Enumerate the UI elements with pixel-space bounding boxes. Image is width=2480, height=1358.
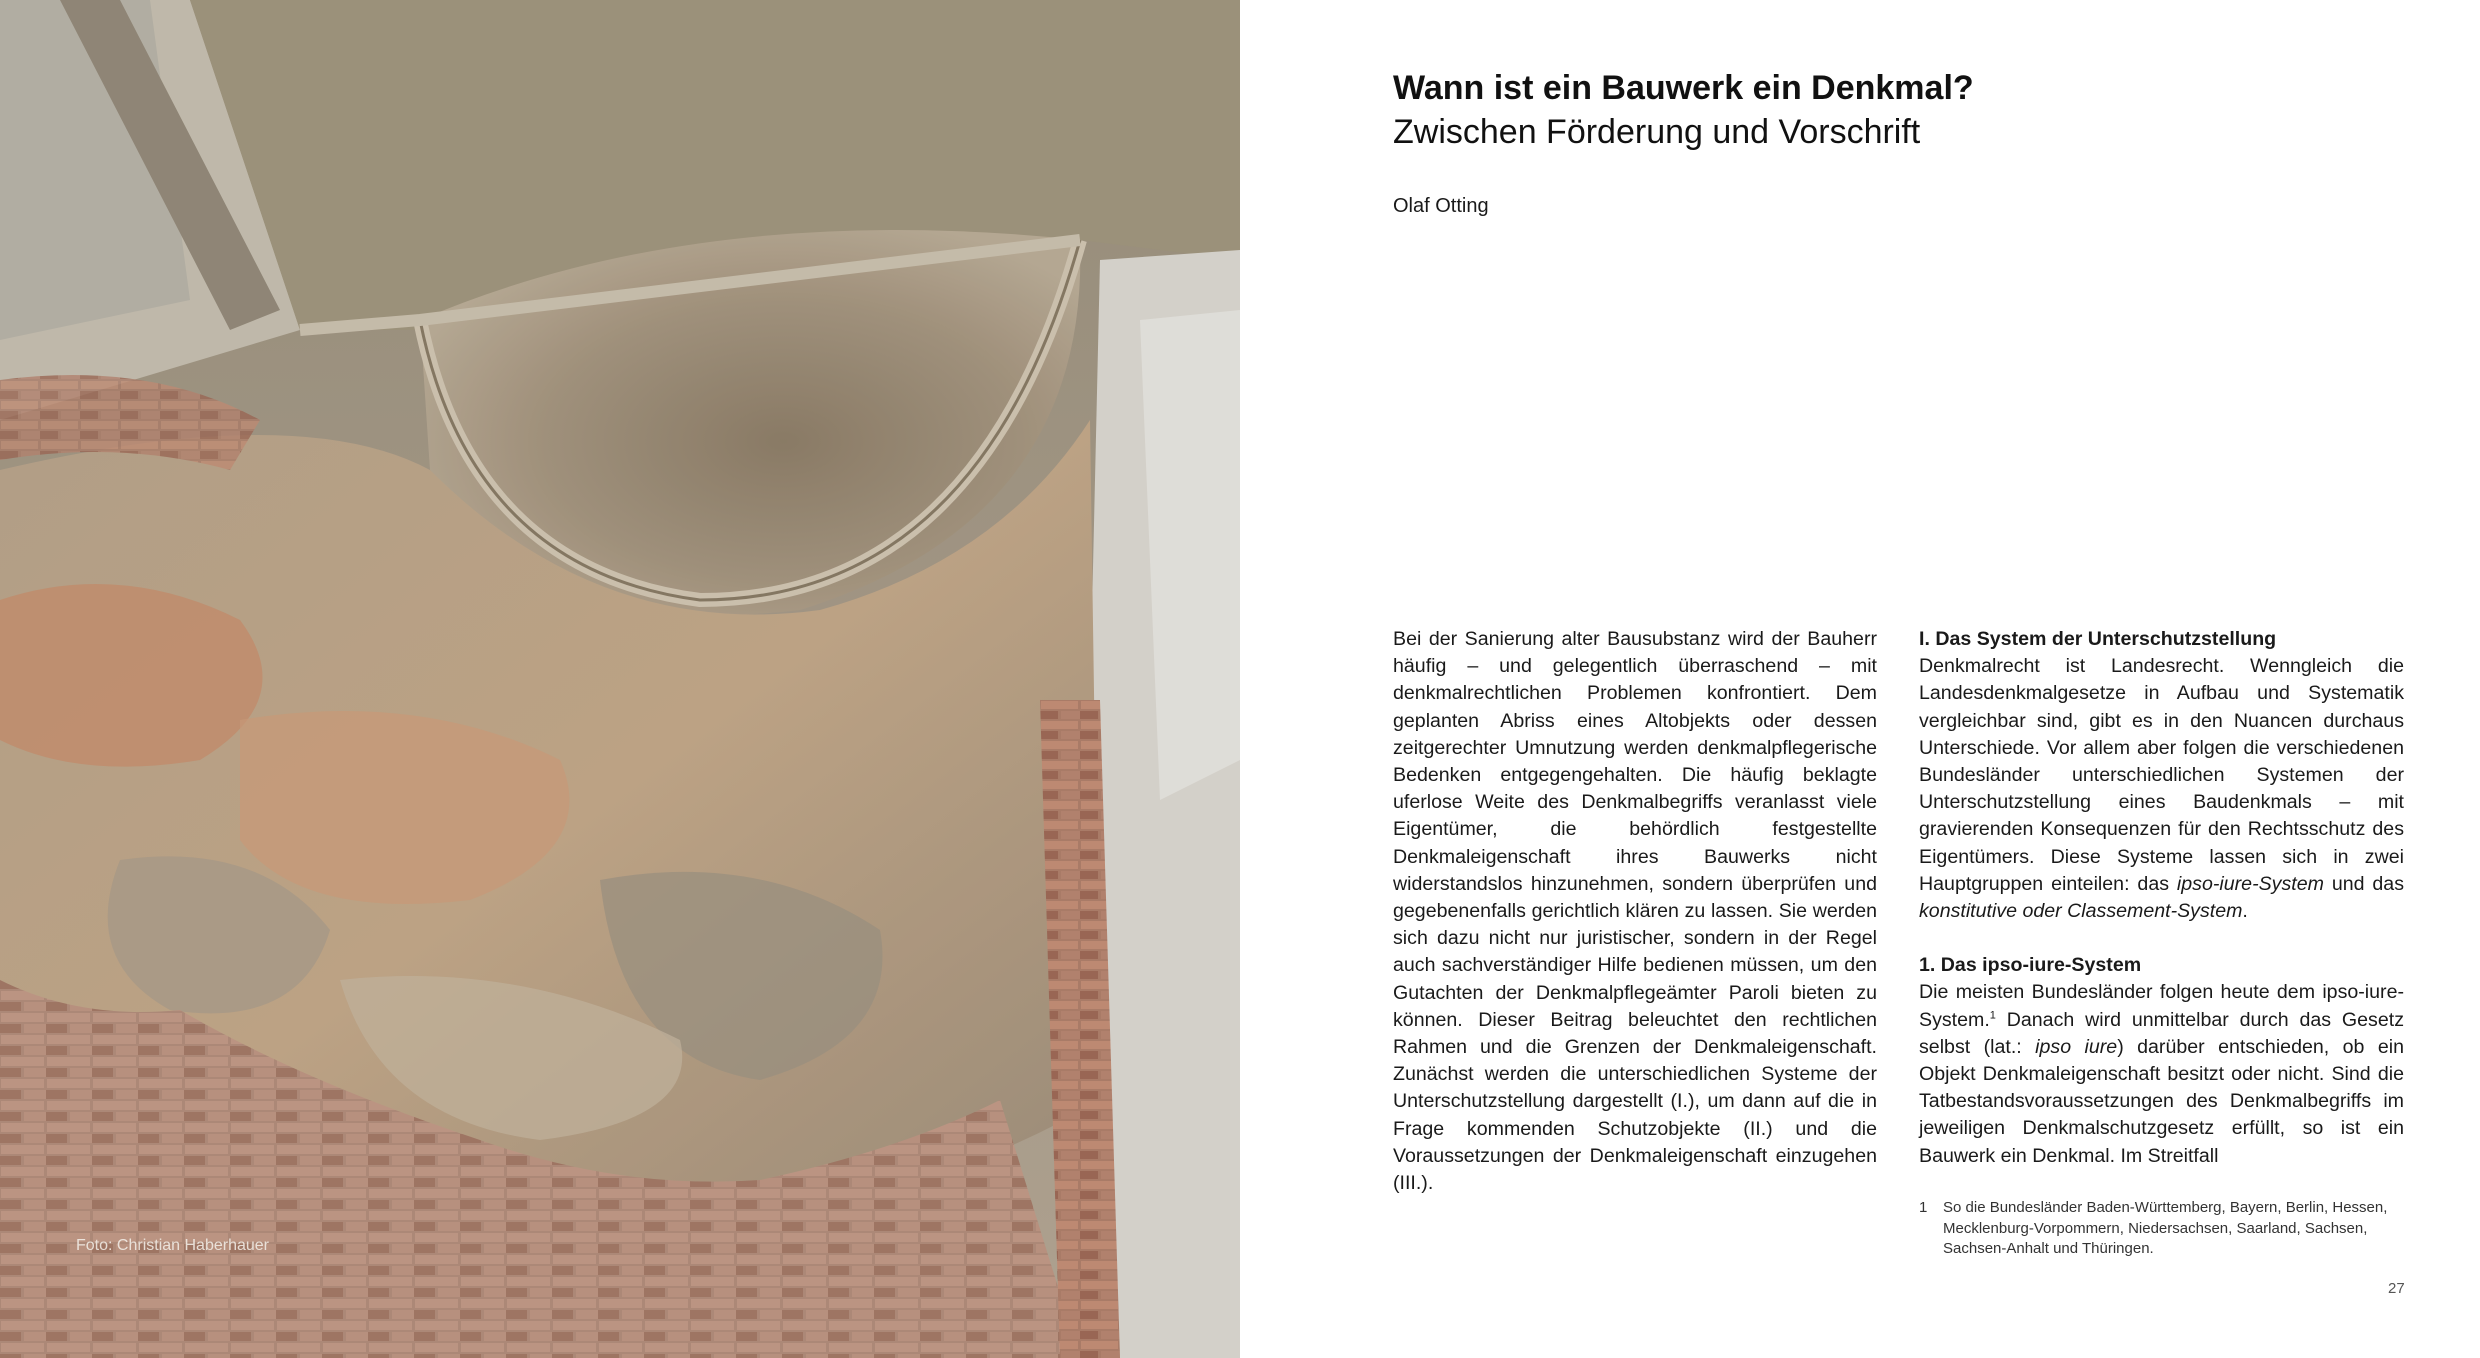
para-2-text-c: ) darüber entschieden, ob ein Objekt Denkmaleigenschaft besitzt oder nicht. Sind die Tatbestandsvoraussetzungen des Denkmalbegriffs im jeweiligen Denkmalschutzgesetz erfüllt, so ist ein Bauwerk ein Denkmal. Im Streitfall [1919, 1035, 2404, 1167]
footnote-text: So die Bundesländer Baden-Württemberg, Bayern, Berlin, Hessen, Mecklenburg-Vorpommern, Niedersachsen, Saarland, Sachsen, Sachsen-Anhalt und Thüringen. [1943, 1199, 2388, 1257]
section-1-paragraph [1919, 653, 2404, 925]
article-subtitle: Zwischen Förderung und Vorschrift [1393, 113, 1921, 151]
para-1-italic-classement: konstitutive oder Classement-System [1919, 900, 2243, 923]
footnote-reference[interactable]: 1 [1989, 1009, 1996, 1022]
para-2-italic: ipso iure [2035, 1035, 2118, 1058]
para-1-text-b: und das [2323, 872, 2404, 895]
section-heading-2: 1. Das ipso-iure-System [1919, 954, 2142, 977]
para-1-text-a: Denkmalrecht ist Landesrecht. Wenngleich die Landesdenkmalgesetze in Aufbau und Systematik vergleichbar sind, gibt es in den Nuancen durchaus Unterschiede. Vor allem aber folgen die verschiedenen Bundesländer unterschiedlichen Systemen der Unterschutzstellung eines Baudenkmals – mit gravierenden Konsequenzen für den Rechtsschutz des Eigentümers. Diese Systeme lassen sich in zwei Hauptgruppen einteilen: das [1919, 655, 2404, 895]
para-1-italic-ipso-iure: ipso-iure-System [2176, 872, 2324, 895]
text-column-left [1393, 626, 1877, 1197]
intro-paragraph: Bei der Sanierung alter Bausubstanz wird der Bauherr häufig – und gelegentlich überraschend – mit denkmalrechtlichen Problemen konfrontiert. Dem geplanten Abriss eines Altobjekts oder dessen zeitgerechter Umnutzung werden denkmalpflegerische Bedenken entgegengehalten. Die häufig beklagte uferlose Weite des Denkmalbegriffs veranlasst viele Eigentümer, die behördlich festgestellte Denkmaleigenschaft ihres Bauwerks nicht widerstandslos hinzunehmen, sondern überprüfen und gegebenenfalls gerichtlich klären zu lassen. Sie werden sich dazu nicht nur juristischer, sondern in der Regel auch sachverständiger Hilfe bedienen müssen, um den Gutachten der Denkmalpflegeämter Paroli bieten zu können. Dieser Beitrag beleuchtet den rechtlichen Rahmen und die Grenzen der Denkmaleigenschaft. Zunächst werden die unterschiedlichen Systeme der Unterschutzstellung dargestellt (I.), um dann auf die in Frage kommenden Schutzobjekte (II.) und die Voraussetzungen der Denkmaleigenschaft einzugehen (III.). [1393, 628, 1877, 1195]
article-title: Wann ist ein Bauwerk ein Denkmal? [1393, 69, 1974, 107]
section-2-paragraph [1919, 979, 2404, 1169]
text-column-right [1919, 626, 2404, 1170]
para-1-text-c: . [2242, 900, 2248, 923]
footnote-number: 1 [1919, 1199, 1928, 1216]
para-2-text-b: Danach wird unmittelbar durch das Gesetz selbst (lat.: [1919, 1008, 2404, 1058]
photo-credit: Foto: Christian Haberhauer [76, 1237, 269, 1254]
para-2-text-a: Die meisten Bundesländer folgen heute dem ipso-iure-System. [1919, 981, 2404, 1031]
article-author: Olaf Otting [1393, 195, 1489, 217]
page-number: 27 [2388, 1280, 2405, 1297]
section-heading-1: I. Das System der Unterschutzstellung [1919, 628, 2277, 650]
footnote [1919, 1198, 2404, 1260]
